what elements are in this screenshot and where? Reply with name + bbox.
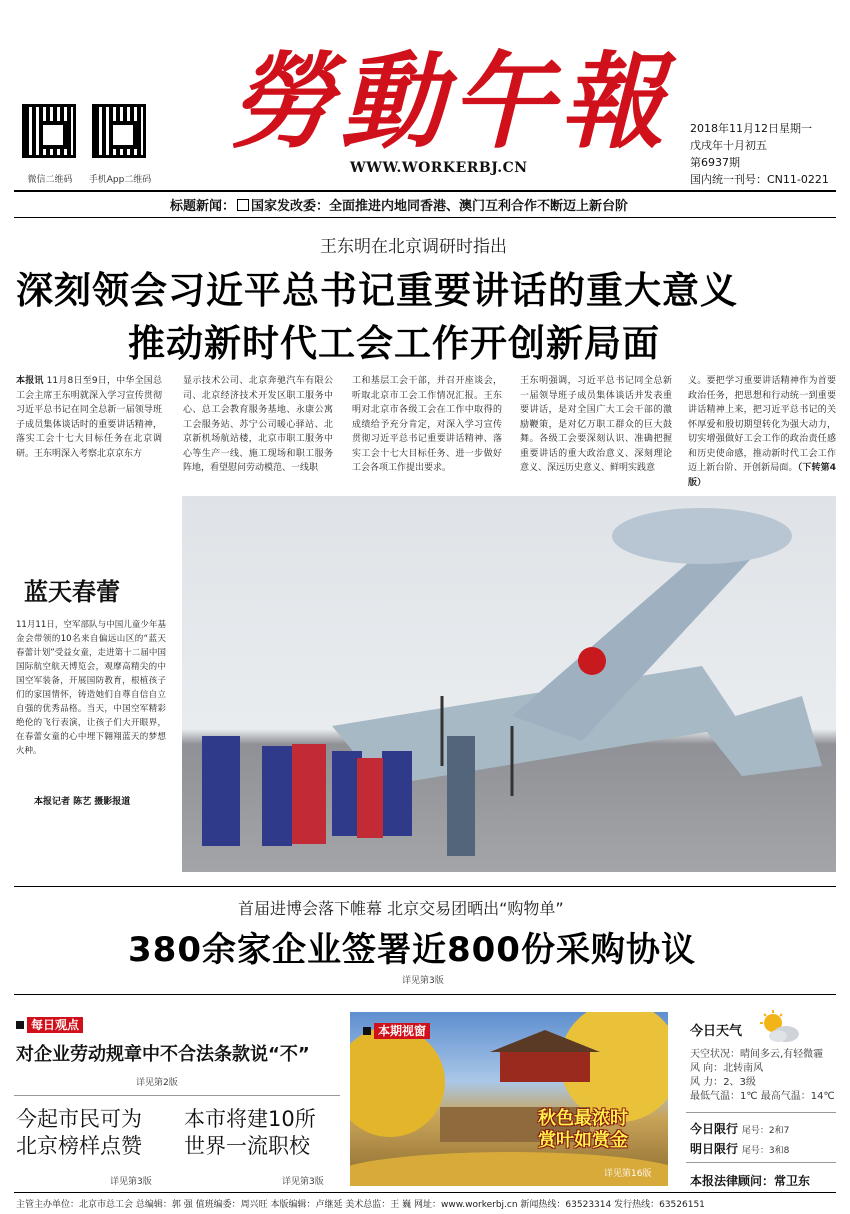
divider <box>14 217 836 218</box>
square-icon <box>16 1021 24 1029</box>
website-link[interactable]: WWW.WORKERBJ.CN <box>350 160 528 176</box>
weather-details <box>690 1048 840 1104</box>
airshow-photo <box>182 496 836 872</box>
issue-date: 2018年11月12日星期一 <box>690 122 812 135</box>
photo-story-title: 蓝天春蕾 <box>24 578 120 606</box>
today-limit: 今日限行 尾号：2和7 <box>690 1122 790 1136</box>
lead-continued[interactable]: （下转第4版） <box>688 463 836 488</box>
headline-news-bar <box>170 195 628 214</box>
lead-column-4: 王东明强调，习近平总书记同全总新一届领导班子成员集体谈话并发表重要讲话，是对全国广大工会干部的激励鞭策，是对亿万职工群众的巨大鼓舞。各级工会要深刻认识、准确把握重要讲话的重大政治意义、深刻理论意义、深远历史意义、鲜明实践意 <box>520 376 672 473</box>
issue-cn: 国内统一刊号：CN11-0221 <box>690 173 829 186</box>
qr-code-icon <box>92 104 146 158</box>
teaser-2-ref[interactable]: 详见第3版 <box>282 1177 324 1187</box>
lead-column-3: 工和基层工会干部，并召开座谈会，听取北京市工会工作情况汇报。王东明对北京市各级工会在工作中取得的成绩给予充分肯定，对深入学习宣传贯彻习近平总书记重要讲话精神、落实工会十七大目标任务、进一步做好工会各项工作提出要求。 <box>352 376 502 473</box>
headline-news-label: 标题新闻： <box>170 199 236 214</box>
qr-wechat <box>22 104 76 158</box>
teaser-2[interactable]: 本市将建10所 世界一流职校 <box>184 1107 316 1158</box>
newspaper-logo: 勞動午報 <box>230 40 671 163</box>
lead-column-2: 显示技术公司、北京奔驰汽车有限公司、北京经济技术开发区职工服务中心、总工会教育服务基地、永康公寓工会服务站、苏宁公司暖心驿站、北京新机场航站楼，北京市职工服务中心等生产一线、施工现场和职工服务阵地，看望慰问劳动模范、一线职 <box>183 376 333 473</box>
lead-column-1: 本报讯 11月8日至9日，中华全国总工会主席王东明就深入学习宣传贯彻习近平总书记在同全总新一届领导班子成员集体谈话时的重要讲话精神，落实工会十七大目标任务在北京调研。王东明深入考察北京京东方 <box>16 376 162 459</box>
photo-window-caption: 秋色最浓时 赏叶如赏金 <box>538 1108 628 1151</box>
issue-lunar: 戊戌年十月初五 <box>690 139 767 152</box>
second-title[interactable]: 380余家企业签署近800份采购协议 <box>128 930 696 970</box>
opinion-label-box <box>16 1014 83 1033</box>
airplane-illustration <box>182 496 836 872</box>
partly-cloudy-icon <box>756 1010 802 1044</box>
divider <box>14 994 836 995</box>
weather-row: 天空状况：晴间多云,有轻微霾 <box>690 1049 824 1060</box>
divider <box>14 190 836 192</box>
photo-window-label: 本期视窗 <box>374 1023 430 1039</box>
second-ref[interactable]: 详见第3版 <box>402 976 444 986</box>
second-kicker: 首届进博会落下帷幕 北京交易团晒出“购物单” <box>238 899 564 918</box>
lead-column-5: 义。要把学习重要讲话精神作为首要政治任务，把思想和行动统一到重要讲话精神上来，把习近平总书记的关怀厚爱和殷切期望转化为强大动力，切实增强做好工会工作的政治责任感和历史使命感，推动新时代工会工作迈上新台阶、开创新局面。（下转第4版） <box>688 376 836 488</box>
teaser-1-ref[interactable]: 详见第3版 <box>110 1177 152 1187</box>
divider <box>14 1095 340 1096</box>
headline-news-link[interactable]: 国家发改委：全面推进内地同香港、澳门互利合作不断迈上新台阶 <box>251 199 629 214</box>
opinion-label: 每日观点 <box>27 1017 83 1033</box>
lead-title-line1[interactable]: 深刻领会习近平总书记重要讲话的重大意义 <box>16 269 738 312</box>
square-icon <box>363 1027 371 1035</box>
checkbox-icon <box>237 199 249 211</box>
divider <box>14 886 836 887</box>
weather-title: 今日天气 <box>690 1024 743 1039</box>
issue-number: 第6937期 <box>690 156 740 169</box>
qr-code-icon <box>22 104 76 158</box>
weather-row: 最低气温：1℃ 最高气温：14℃ <box>690 1091 835 1102</box>
photo-window-label-box <box>363 1020 430 1039</box>
qr-app <box>92 104 146 158</box>
divider <box>686 1162 836 1163</box>
footer-info: 主管主办单位：北京市总工会 总编辑：郭 强 值班编委：周兴旺 本版编辑：卢继延 美术总监：王 巍 网址：www.workerbj.cn 新闻热线：63523314 发行热线：63526151 <box>16 1200 705 1210</box>
issue-info <box>690 120 840 188</box>
weather-row: 风 力：2、3级 <box>690 1077 756 1088</box>
divider <box>14 1192 836 1193</box>
qr-app-caption: 手机App二维码 <box>88 175 152 185</box>
opinion-title[interactable]: 对企业劳动规章中不合法条款说“不” <box>16 1044 310 1065</box>
photo-window-ref[interactable]: 详见第16版 <box>604 1169 652 1179</box>
lead-title-line2[interactable]: 推动新时代工会工作开创新局面 <box>128 322 660 365</box>
divider <box>686 1112 836 1113</box>
lead-byline: 本报讯 <box>16 376 44 386</box>
tomorrow-limit: 明日限行 尾号：3和8 <box>690 1142 790 1156</box>
lead-kicker: 王东明在北京调研时指出 <box>320 237 507 257</box>
qr-wechat-caption: 微信二维码 <box>27 175 73 185</box>
teaser-1[interactable]: 今起市民可为 北京榜样点赞 <box>16 1107 142 1158</box>
weather-row: 风 向：北转南风 <box>690 1063 764 1074</box>
photo-story-credit: 本报记者 陈艺 摄影报道 <box>34 797 131 807</box>
legal-advisor: 本报法律顾问：常卫东 <box>690 1174 811 1188</box>
photo-story-body: 11月11日，空军部队与中国儿童少年基金会带领的10名来自偏远山区的“蓝天春蕾计划”受益女童，走进第十二届中国国际航空航天博览会，观摩高精尖的中国空军装备，开展国防教育，根植孩子们的家国情怀，铸造她们自尊自信自立自强的优秀品格。当天，中国空军精彩绝伦的飞行表演，让孩子们大开眼界，在春蕾女童的心中埋下翱翔蓝天的梦想火种。 <box>16 620 166 756</box>
opinion-ref[interactable]: 详见第2版 <box>136 1078 178 1088</box>
